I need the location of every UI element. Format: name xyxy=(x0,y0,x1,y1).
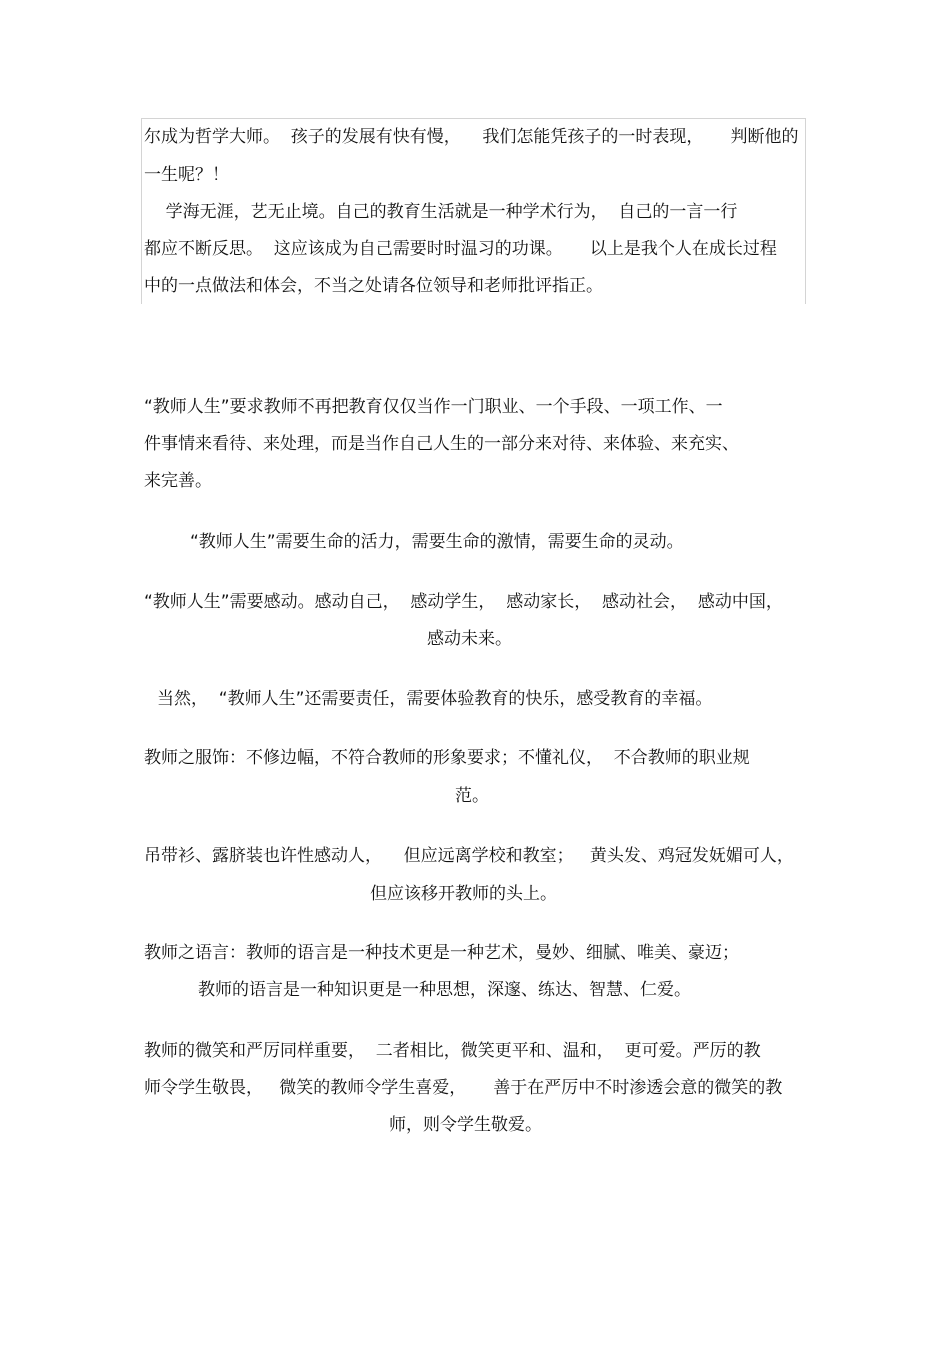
p8-line-2: 师令学生敬畏， 微笑的教师令学生喜爱， 善于在严厉中不时渗透会意的微笑的教 xyxy=(144,1078,783,1098)
p7-line-1: 教师之语言：教师的语言是一种技术更是一种艺术，曼妙、细腻、唯美、豪迈； xyxy=(144,943,739,963)
p6-line-1: 吊带衫、露脐装也许性感动人， 但应远离学校和教室； 黄头发、鸡冠发妩媚可人， xyxy=(144,846,794,866)
p8-line-3: 师，则令学生敬爱。 xyxy=(389,1115,542,1135)
p5-line-2: 范。 xyxy=(455,786,489,806)
p1-line-3: 来完善。 xyxy=(144,471,212,491)
top-line-2: 一生呢？！ xyxy=(144,165,229,185)
p5-line-1: 教师之服饰：不修边幅，不符合教师的形象要求；不懂礼仪， 不合教师的职业规 xyxy=(144,748,750,768)
p7-line-2: 教师的语言是一种知识更是一种思想，深邃、练达、智慧、仁爱。 xyxy=(198,980,691,1000)
p3-line-2: 感动未来。 xyxy=(427,629,512,649)
p6-line-2: 但应该移开教师的头上。 xyxy=(370,884,557,904)
top-line-1: 尔成为哲学大师。 孩子的发展有快有慢， 我们怎能凭孩子的一时表现， 判断他的 xyxy=(144,127,799,147)
p1-line-2: 件事情来看待、来处理，而是当作自己人生的一部分来对待、来体验、来充实、 xyxy=(144,434,739,454)
p8-line-1: 教师的微笑和严厉同样重要， 二者相比，微笑更平和、温和， 更可爱。严厉的教 xyxy=(144,1041,761,1061)
top-line-3: 学海无涯，艺无止境。自己的教育生活就是一种学术行为， 自己的一言一行 xyxy=(144,202,738,222)
top-line-5: 中的一点做法和体会，不当之处请各位领导和老师批评指正。 xyxy=(144,276,603,296)
p2-line-1: “教师人生”需要生命的活力，需要生命的激情，需要生命的灵动。 xyxy=(190,532,684,552)
top-line-4: 都应不断反思。 这应该成为自己需要时时温习的功课。 以上是我个人在成长过程 xyxy=(144,239,777,259)
p1-line-1: “教师人生”要求教师不再把教育仅仅当作一门职业、一个手段、一项工作、一 xyxy=(144,397,723,417)
p3-line-1: “教师人生”需要感动。感动自己， 感动学生， 感动家长， 感动社会， 感动中国， xyxy=(144,592,783,612)
p4-line-1: 当然， “教师人生”还需要责任，需要体验教育的快乐，感受教育的幸福。 xyxy=(157,689,713,709)
